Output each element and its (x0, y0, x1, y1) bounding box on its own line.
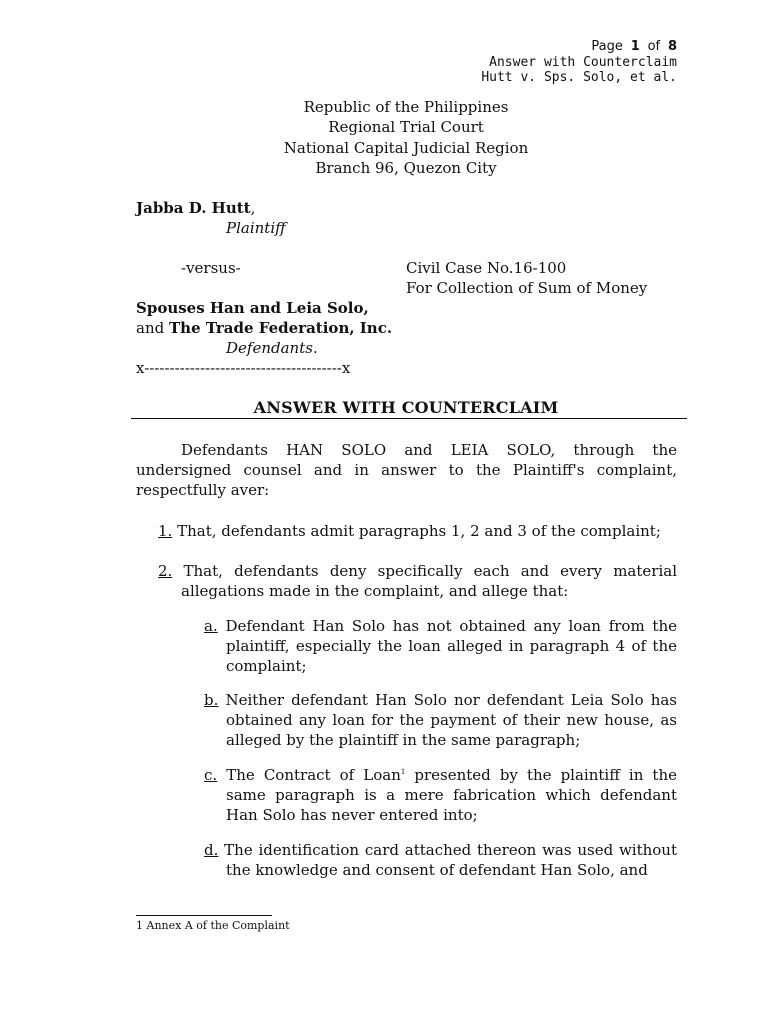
court-line-2: Regional Trial Court (328, 118, 484, 137)
sub-a-text: Defendant Han Solo has not obtained any loan from the plaintiff, especially the loan alleged in paragraph 4 of the complaint; (217, 617, 677, 675)
running-header (481, 39, 677, 86)
court-line-3: National Capital Judicial Region (283, 138, 529, 157)
sub-b-letter: b. (204, 691, 219, 709)
case-nature: For Collection of Sum of Money (406, 279, 648, 297)
defendant-1: Spouses Han and Leia Solo, (136, 299, 369, 317)
title-rule (131, 418, 687, 419)
plaintiff-comma: , (250, 199, 256, 217)
defendant-role-line (226, 338, 318, 358)
court-line-1: Republic of the Philippines (303, 98, 509, 116)
item-2 (158, 561, 677, 601)
court-heading (136, 97, 676, 178)
page-word: Page (591, 39, 623, 54)
header-case-short: Hutt v. Sps. Solo, et al. (481, 70, 677, 85)
footnote-mark[interactable]: 1 (400, 768, 406, 776)
document-title: ANSWER WITH COUNTERCLAIM (253, 398, 559, 417)
caption-separator: x---------------------------------------x (136, 359, 351, 377)
footnote-rule (136, 915, 272, 916)
defendant-2-line (136, 318, 392, 338)
header-doc-title: Answer with Counterclaim (489, 54, 677, 70)
and-word: and (136, 319, 165, 337)
sub-item-c (204, 765, 678, 825)
footnote: 1 Annex A of the Complaint (136, 919, 290, 932)
defendant-role-period: . (312, 339, 318, 357)
item-1 (158, 521, 677, 541)
defendant-role: Defendants (226, 339, 313, 357)
sub-item-b (204, 690, 677, 750)
plaintiff-name: Jabba D. Hutt (136, 199, 251, 217)
sub-c-letter: c. (204, 766, 218, 784)
sub-d-letter: d. (204, 841, 219, 859)
sub-d-text: The identification card attached thereon was used without the knowledge and consent of defendant Han Solo, and (218, 841, 677, 879)
court-line-4: Branch 96, Quezon City (315, 158, 497, 177)
sub-b-text: Neither defendant Han Solo nor defendant Leia Solo has obtained any loan for the payment of their new house, as alleged by the plaintiff in the same paragraph; (218, 691, 677, 749)
page-current: 1 (630, 39, 640, 54)
versus-label: -versus- (181, 259, 241, 277)
page-total: 8 (667, 39, 677, 54)
plaintiff-line (136, 198, 255, 218)
item-2-number: 2. (158, 562, 173, 580)
item-1-text: That, defendants admit paragraphs 1, 2 and 3 of the complaint; (172, 522, 661, 540)
case-number: Civil Case No.16-100 (406, 259, 567, 277)
page-indicator (481, 39, 677, 55)
item-2-text: That, defendants deny specifically each and every material allegations made in the complaint, and allege that: (172, 562, 677, 600)
sub-c-text-2: presented by the plaintiff in the same paragraph is a mere fabrication which defendant Han Solo has never entered into; (226, 766, 678, 824)
plaintiff-role: Plaintiff (226, 219, 286, 237)
defendant-2: The Trade Federation, Inc. (169, 319, 393, 337)
sub-item-d (204, 840, 677, 880)
item-1-number: 1. (158, 522, 173, 540)
sub-a-letter: a. (204, 617, 218, 635)
page-of: of (647, 39, 661, 54)
sub-item-a (204, 616, 677, 676)
intro-paragraph: Defendants HAN SOLO and LEIA SOLO, through the undersigned counsel and in answer to the Plaintiff's complaint, respectfully aver: (136, 441, 677, 499)
sub-c-text-1: The Contract of Loan (217, 766, 401, 784)
